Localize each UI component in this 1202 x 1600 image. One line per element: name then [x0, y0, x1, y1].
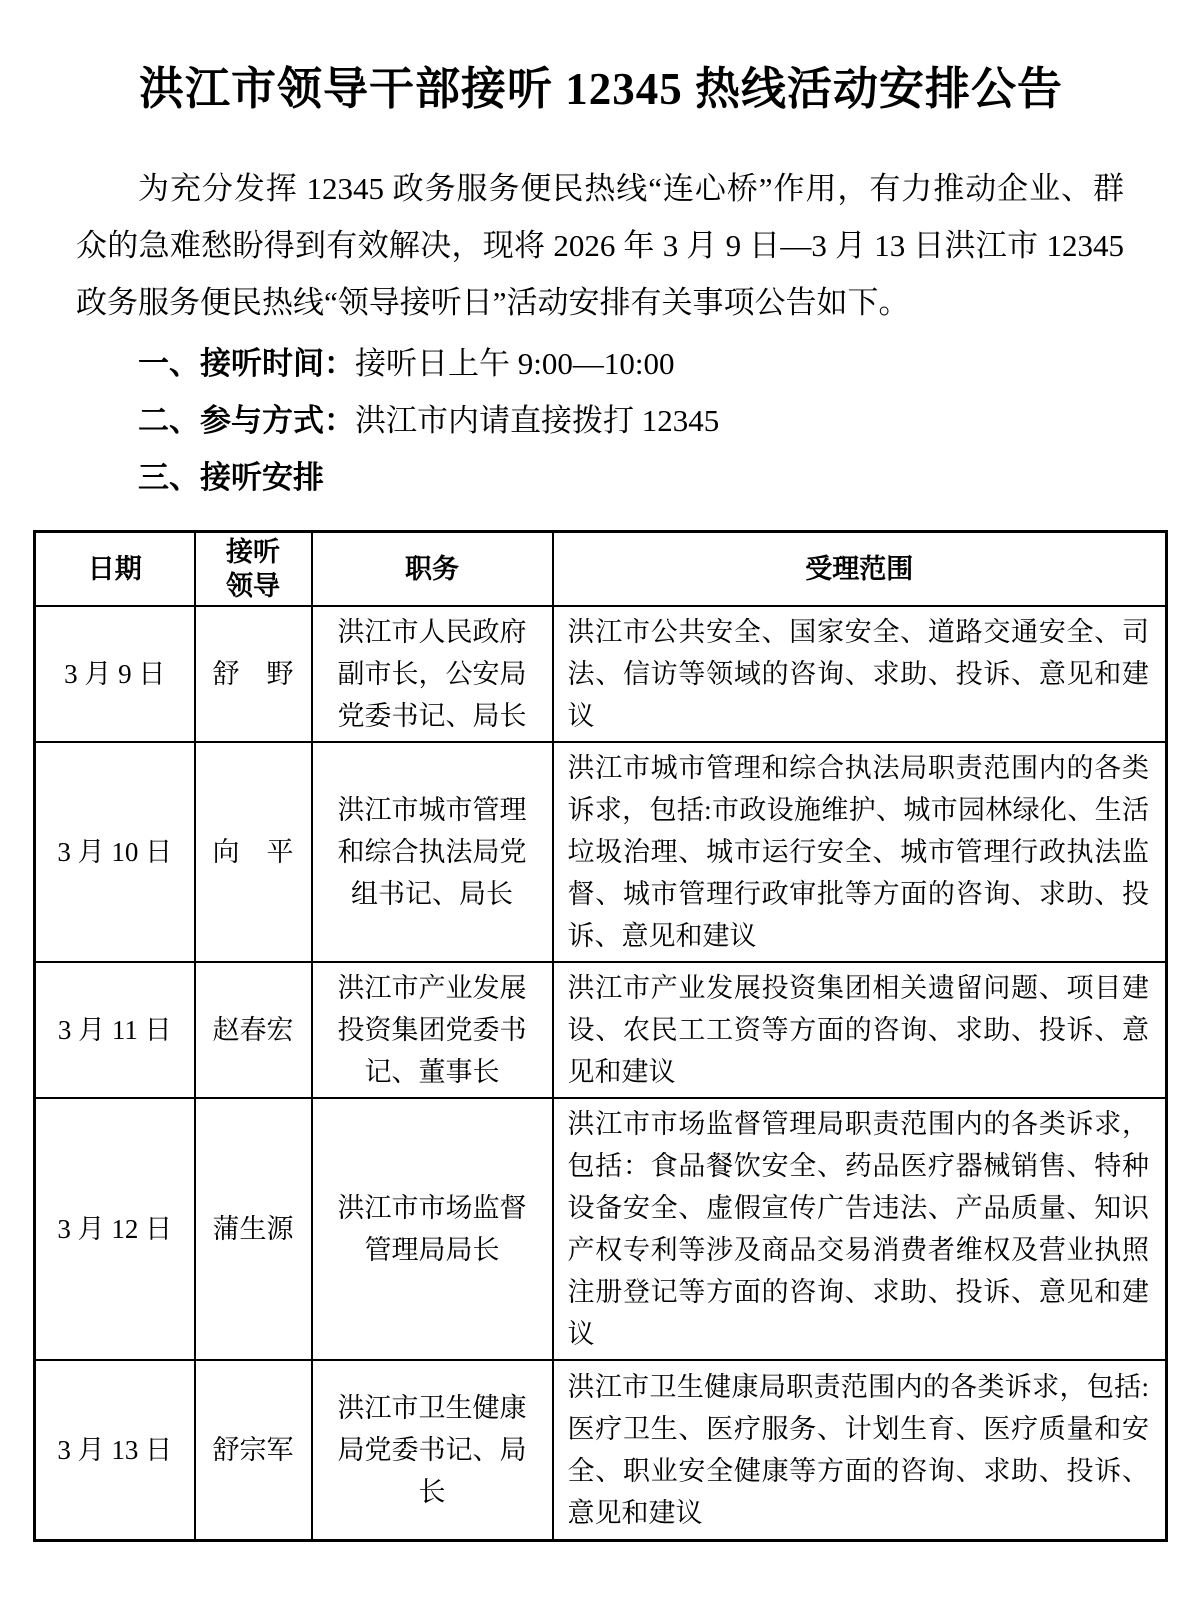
- table-row: [35, 606, 1167, 742]
- cell-scope: 洪江市市场监督管理局职责范围内的各类诉求，包括：食品餐饮安全、药品医疗器械销售、特种设备安全、虚假宣传广告违法、产品质量、知识产权专利等涉及商品交易消费者维权及营业执照注册登记等方面的咨询、求助、投诉、意见和建议: [553, 1098, 1167, 1360]
- table-header-row: [35, 532, 1167, 606]
- cell-position: 洪江市人民政府副市长，公安局党委书记、局长: [312, 606, 553, 742]
- cell-position: 洪江市市场监督管理局局长: [312, 1098, 553, 1360]
- item-listening-time-label: 一、接听时间：: [138, 346, 355, 381]
- cell-date: 3 月 11 日: [35, 962, 195, 1098]
- cell-date: 3 月 10 日: [35, 742, 195, 962]
- table-row: [35, 962, 1167, 1098]
- header-scope: 受理范围: [553, 532, 1167, 606]
- header-leader: 接听领导: [195, 532, 312, 606]
- item-schedule-heading: [76, 449, 1124, 506]
- cell-date: 3 月 13 日: [35, 1360, 195, 1541]
- intro-paragraph: 为充分发挥 12345 政务服务便民热线“连心桥”作用，有力推动企业、群众的急难愁盼得到有效解决，现将 2026 年 3 月 9 日—3 月 13 日洪江市 12345 政务服务便民热线“领导接听日”活动安排有关事项公告如下。: [76, 171, 1124, 320]
- item-listening-time-text: 接听日上午 9:00—10:00: [355, 346, 675, 381]
- item-participation-method-text: 洪江市内请直接拨打 12345: [355, 403, 720, 438]
- table-row: [35, 742, 1167, 962]
- schedule-table: [33, 530, 1168, 1542]
- cell-position: 洪江市产业发展投资集团党委书记、董事长: [312, 962, 553, 1098]
- cell-scope: 洪江市产业发展投资集团相关遗留问题、项目建设、农民工工资等方面的咨询、求助、投诉、意见和建议: [553, 962, 1167, 1098]
- cell-leader: 向 平: [195, 742, 312, 962]
- table-row: [35, 1098, 1167, 1360]
- cell-scope: 洪江市公共安全、国家安全、道路交通安全、司法、信访等领域的咨询、求助、投诉、意见和建议: [553, 606, 1167, 742]
- cell-position: 洪江市卫生健康局党委书记、局长: [312, 1360, 553, 1541]
- cell-leader: 舒宗军: [195, 1360, 312, 1541]
- item-list: [76, 335, 1124, 506]
- item-participation-method: [76, 392, 1124, 449]
- item-listening-time: [76, 335, 1124, 392]
- cell-scope: 洪江市城市管理和综合执法局职责范围内的各类诉求，包括:市政设施维护、城市园林绿化、生活垃圾治理、城市运行安全、城市管理行政执法监督、城市管理行政审批等方面的咨询、求助、投诉、意见和建议: [553, 742, 1167, 962]
- header-date: 日期: [35, 532, 195, 606]
- cell-scope: 洪江市卫生健康局职责范围内的各类诉求，包括:医疗卫生、医疗服务、计划生育、医疗质量和安全、职业安全健康等方面的咨询、求助、投诉、意见和建议: [553, 1360, 1167, 1541]
- page-title: 洪江市领导干部接听 12345 热线活动安排公告: [138, 64, 1063, 114]
- cell-date: 3 月 12 日: [35, 1098, 195, 1360]
- cell-leader: 舒 野: [195, 606, 312, 742]
- item-participation-method-label: 二、参与方式：: [138, 403, 355, 438]
- table-row: [35, 1360, 1167, 1541]
- cell-position: 洪江市城市管理和综合执法局党组书记、局长: [312, 742, 553, 962]
- item-schedule-heading-label: 三、接听安排: [138, 460, 324, 495]
- cell-leader: 蒲生源: [195, 1098, 312, 1360]
- header-position: 职务: [312, 532, 553, 606]
- cell-date: 3 月 9 日: [35, 606, 195, 742]
- cell-leader: 赵春宏: [195, 962, 312, 1098]
